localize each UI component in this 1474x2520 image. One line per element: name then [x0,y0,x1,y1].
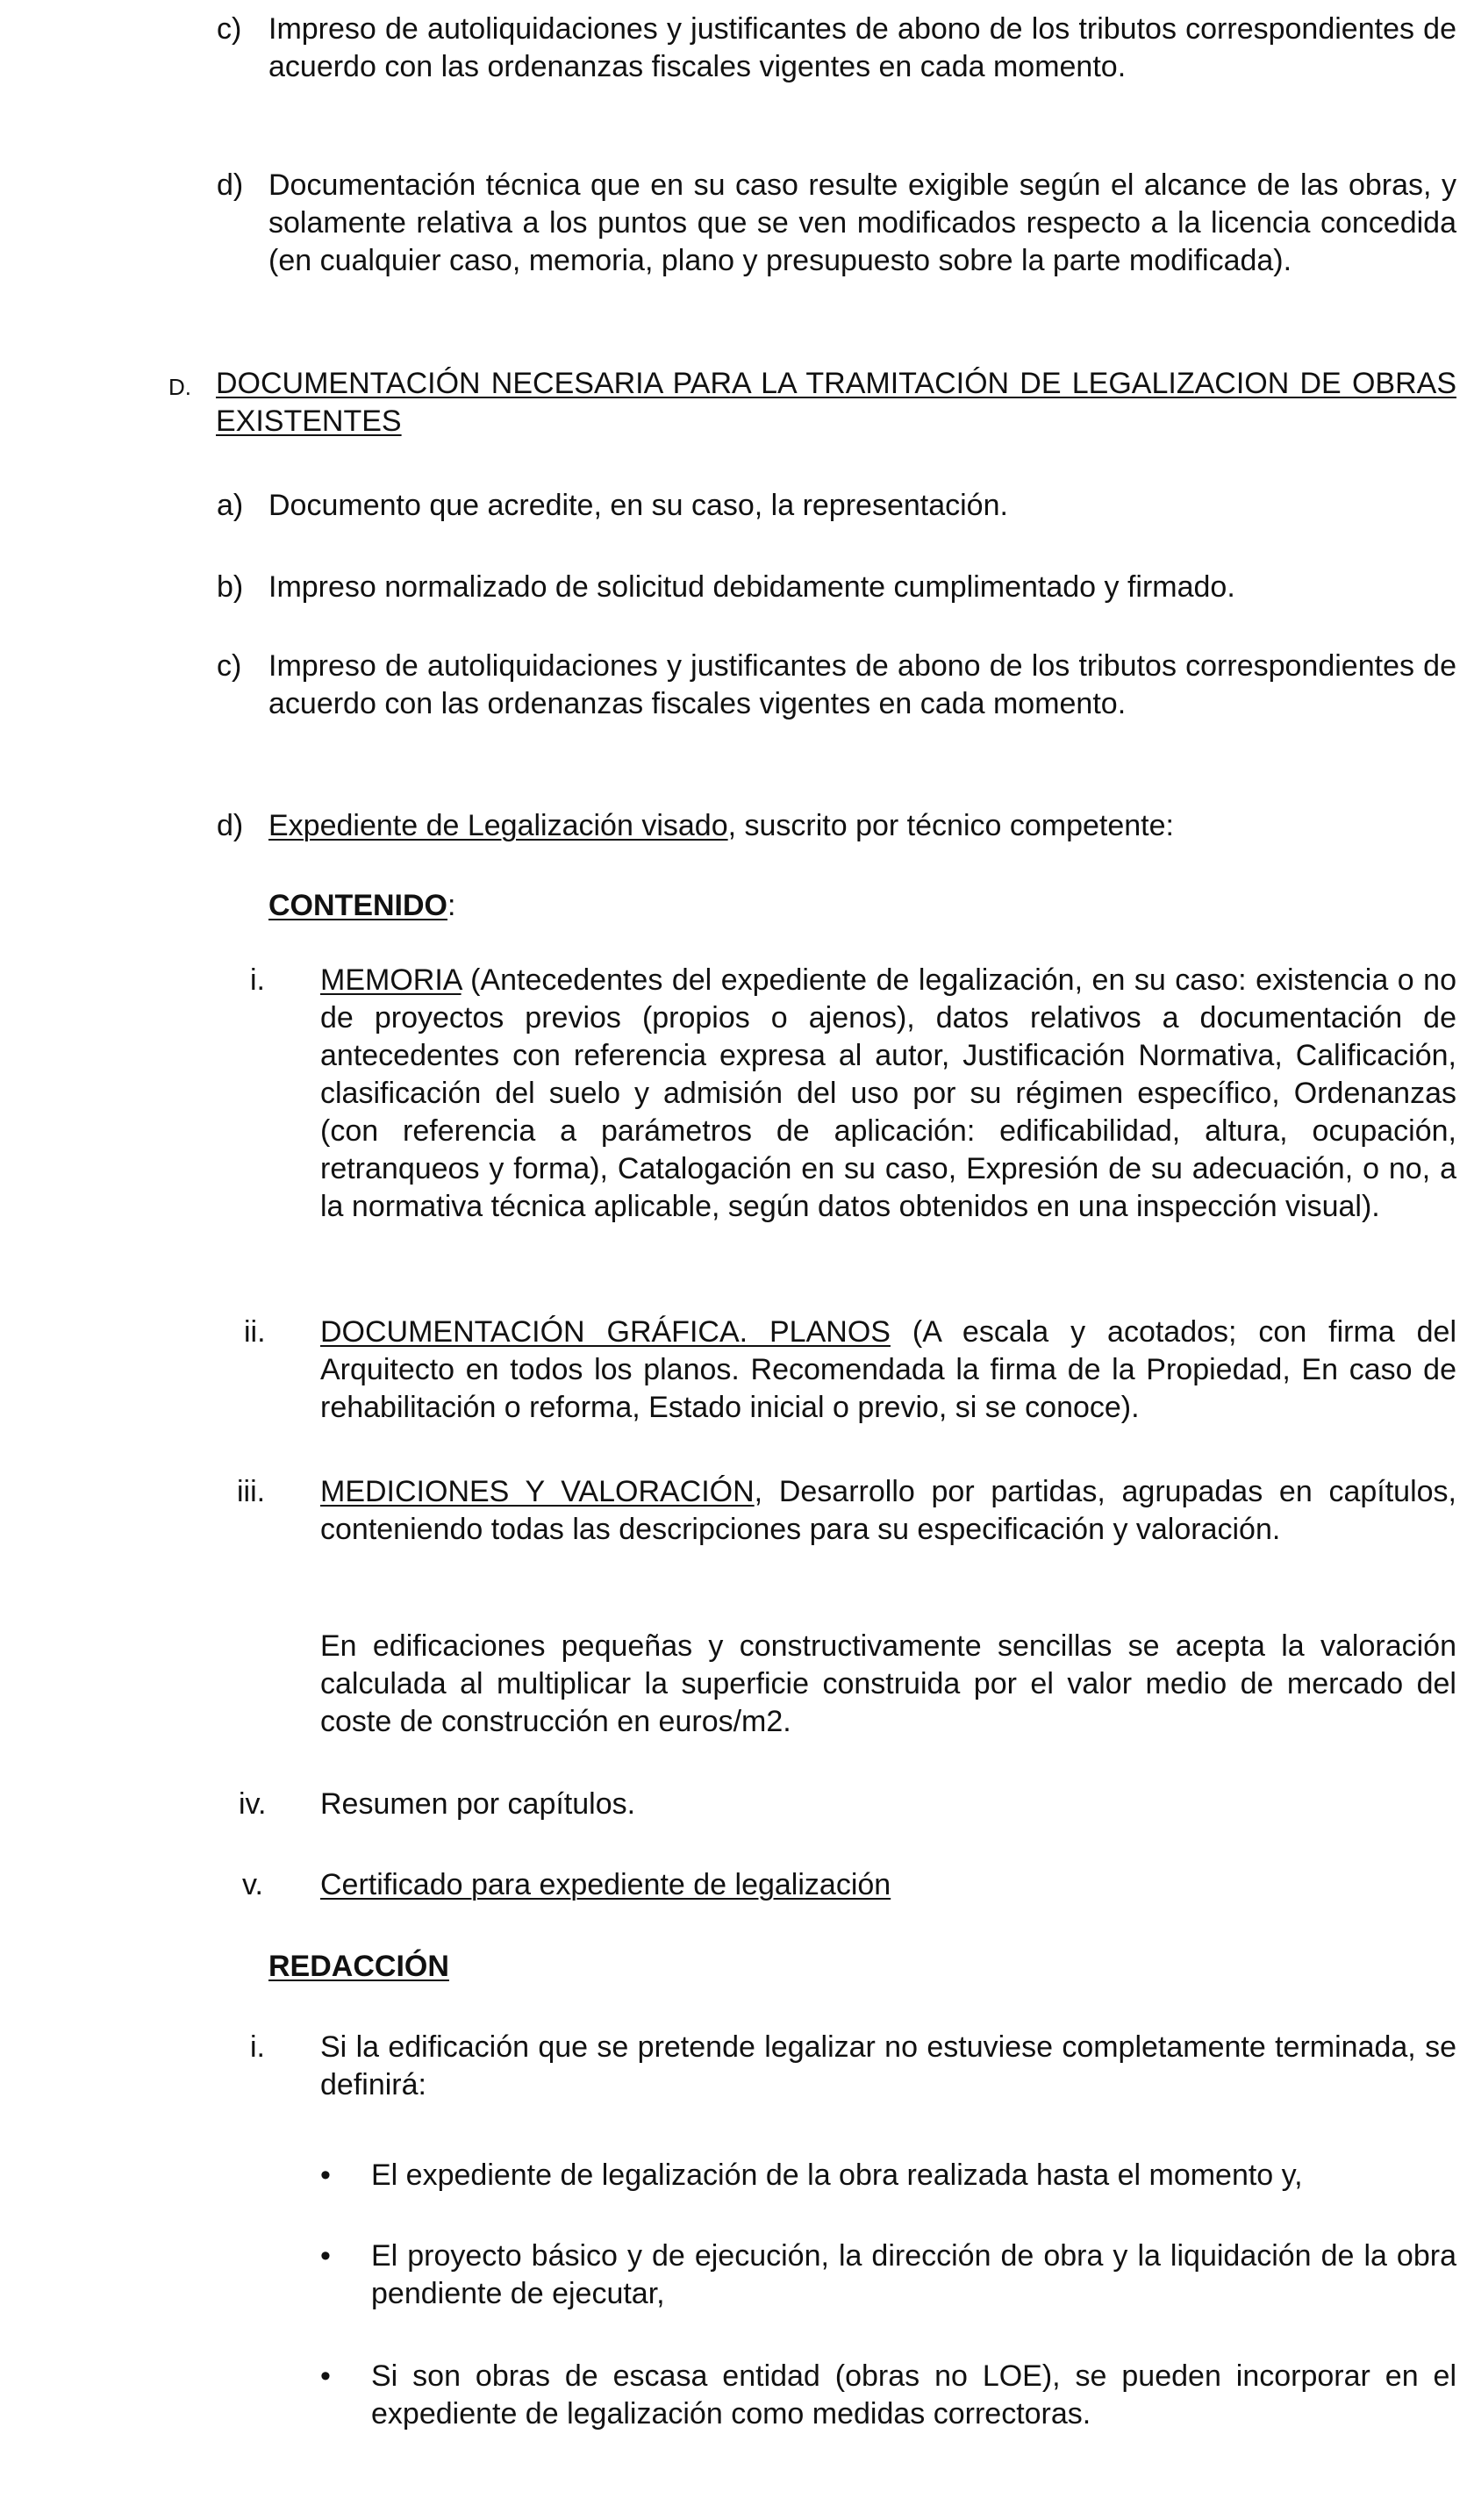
item-a: Documento que acredite, en su caso, la representación. [268,489,1008,522]
contenido-item-ii-text: (A escala y acotados; con firma del Arquitecto en todos los planos. Recomendada la firma de la Propiedad, En caso de rehabilitación o reforma, Estado inicial o previo, si se conoce). [320,1315,1456,1424]
bullet-icon: • [320,2239,331,2273]
list-marker: c) [217,12,242,46]
contenido-item-iii-title: MEDICIONES Y VALORACIÓN [320,1475,755,1508]
roman-marker: i. [250,2030,265,2064]
contenido-heading [268,887,455,925]
list-marker: d) [217,168,244,202]
contenido-item-i-title: MEMORIA [320,963,462,997]
item-c: Impreso de autoliquidaciones y justificantes de abono de los tributos correspondientes de acuerdo con las ordenanzas fiscales vigentes en cada momento. [268,649,1456,720]
section-d-heading: DOCUMENTACIÓN NECESARIA PARA LA TRAMITACIÓN DE LEGALIZACION DE OBRAS EXISTENTES [216,367,1456,438]
item-d-text: , suscrito por técnico competente: [727,809,1174,842]
contenido-item-i [320,962,1456,1226]
contenido-item-iii-text: , Desarrollo por partidas, agrupadas en capítulos, conteniendo todas las descripciones para su especificación y valoración. [320,1475,1456,1546]
contenido-item-i-text: (Antecedentes del expediente de legalización, en su caso: existencia o no de proyectos previos (propios o ajenos), datos relativos a documentación de antecedentes con referencia expresa al autor, Justificación Normativa, Calificación, clasificación del suelo y admisión del uso por su régimen específico, Ordenanzas (con referencia a parámetros de aplicación: edificabilidad, altura, ocupación, retranqueos y forma), Catalogación en su caso, Expresión de su adecuación, o no, a la normativa técnica aplicable, según datos obtenidos en una inspección visual). [320,963,1456,1223]
contenido-item-ii [320,1314,1456,1427]
list-marker: b) [217,570,244,604]
roman-marker: iv. [239,1787,267,1821]
contenido-item-iii [320,1473,1456,1549]
contenido-item-iv: Resumen por capítulos. [320,1787,636,1821]
bullet-icon: • [320,2158,331,2192]
contenido-item-ii-title: DOCUMENTACIÓN GRÁFICA. PLANOS [320,1315,891,1349]
item-b: Impreso normalizado de solicitud debidamente cumplimentado y firmado. [268,570,1235,604]
contenido-item-iii-extra: En edificaciones pequeñas y constructivamente sencillas se acepta la valoración calculada al multiplicar la superficie construida por el valor medio de mercado del coste de construcción en euros/m2. [320,1629,1456,1738]
contenido-item-v [320,1866,1456,1904]
list-marker: a) [217,489,244,522]
roman-marker: v. [242,1868,263,1901]
contenido-heading-colon: : [447,889,456,922]
item-d-title: Expediente de Legalización visado [268,809,728,842]
redaccion-item-i: Si la edificación que se pretende legalizar no estuviese completamente terminada, se definirá: [320,2030,1456,2101]
section-marker: D. [168,374,191,400]
paragraph-d-prev: Documentación técnica que en su caso resulte exigible según el alcance de las obras, y solamente relativa a los puntos que se ven modificados respecto a la licencia concedida (en cualquier caso, memoria, plano y presupuesto sobre la parte modificada). [268,168,1456,277]
contenido-heading-text: CONTENIDO [268,889,447,922]
contenido-item-v-title: Certificado para expediente de legalización [320,1868,891,1901]
roman-marker: iii. [237,1475,266,1508]
bullet-item: El expediente de legalización de la obra realizada hasta el momento y, [371,2158,1303,2192]
bullet-icon: • [320,2359,331,2393]
roman-marker: ii. [244,1315,266,1349]
list-marker: c) [217,649,242,683]
item-d [268,807,1456,845]
redaccion-heading: REDACCIÓN [268,1950,449,1983]
roman-marker: i. [250,963,265,997]
list-marker: d) [217,809,244,842]
bullet-item: Si son obras de escasa entidad (obras no LOE), se pueden incorporar en el expediente de legalización como medidas correctoras. [371,2359,1456,2431]
paragraph-c-prev: Impreso de autoliquidaciones y justificantes de abono de los tributos correspondientes de acuerdo con las ordenanzas fiscales vigentes en cada momento. [268,12,1456,83]
bullet-item: El proyecto básico y de ejecución, la dirección de obra y la liquidación de la obra pendiente de ejecutar, [371,2239,1456,2310]
